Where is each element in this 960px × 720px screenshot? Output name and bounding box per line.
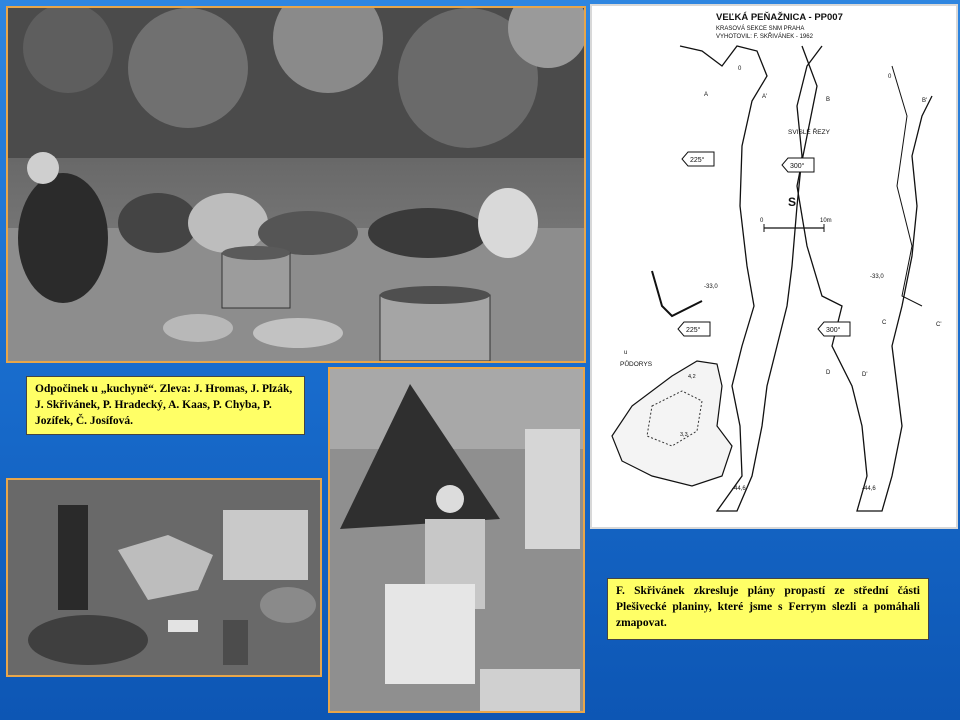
azimuth-box-b: [782, 158, 814, 172]
north-arrow: S: [788, 195, 797, 209]
azimuth-box-c: [678, 322, 710, 336]
bottom-depth-left: -44,6: [732, 486, 746, 492]
azimuth-box-a: [682, 152, 714, 166]
caption-drawing: [607, 578, 929, 640]
svg-text:225°: 225°: [690, 157, 705, 164]
bottom-depth-right: -44,6: [862, 486, 876, 492]
label-c2: C': [936, 322, 942, 328]
label-zero-2: 0: [888, 74, 892, 80]
photo-camp-rest: [6, 6, 586, 363]
label-a2: A': [762, 94, 768, 100]
map-title: VEĽKÁ PEŇAŽNICA - PP007: [716, 12, 843, 23]
section-label: SVISLÉ ŘEZY: [788, 129, 830, 136]
label-d2: D': [862, 372, 868, 378]
svg-text:300°: 300°: [826, 327, 841, 334]
label-u: u: [624, 350, 628, 356]
drawing-photo-illustration: [330, 369, 583, 711]
photo-drawing: [328, 367, 585, 713]
label-d: D: [826, 370, 831, 376]
map-subtitle-2: VYHOTOVIL: F. SKŘIVÁNEK - 1962: [716, 34, 813, 40]
caption-camp-text: Odpočinek u „kuchyně“. Zleva: J. Hromas, J. Plzák, J. Skřivánek, P. Hradecký, A. Kaas, P. Chyba, P. Jozífek, Č. Josífová.: [35, 383, 293, 427]
label-b2: B': [922, 98, 928, 104]
caption-camp: [26, 376, 305, 435]
label-a: A: [704, 92, 709, 98]
plan-label: PŮDORYS: [620, 361, 653, 368]
cave-map-drawing: [592, 6, 956, 527]
svg-text:300°: 300°: [790, 163, 805, 170]
scale-end: 10m: [820, 218, 832, 224]
plan-depth-2: 3,3: [680, 432, 688, 438]
camp-photo-illustration: [8, 8, 584, 361]
cave-map: [590, 4, 958, 529]
caption-drawing-text: F. Skřivánek zkresluje plány propastí ze střední části Plešivecké planiny, které jsme s Ferrym slezli a pomáhali zmapovat.: [616, 585, 920, 629]
label-c: C: [882, 320, 887, 326]
scale-start: 0: [760, 218, 764, 224]
depth-left: -33,0: [704, 284, 718, 290]
depth-right: -33,0: [870, 274, 884, 280]
label-zero-1: 0: [738, 66, 742, 72]
gear-photo-illustration: [8, 480, 320, 675]
photo-gear: [6, 478, 322, 677]
svg-text:225°: 225°: [686, 327, 701, 334]
azimuth-box-d: [818, 322, 850, 336]
plan-depth-1: 4,2: [688, 374, 696, 380]
map-subtitle-1: KRASOVÁ SEKCE SNM PRAHA: [716, 26, 805, 32]
label-b: B: [826, 97, 831, 103]
